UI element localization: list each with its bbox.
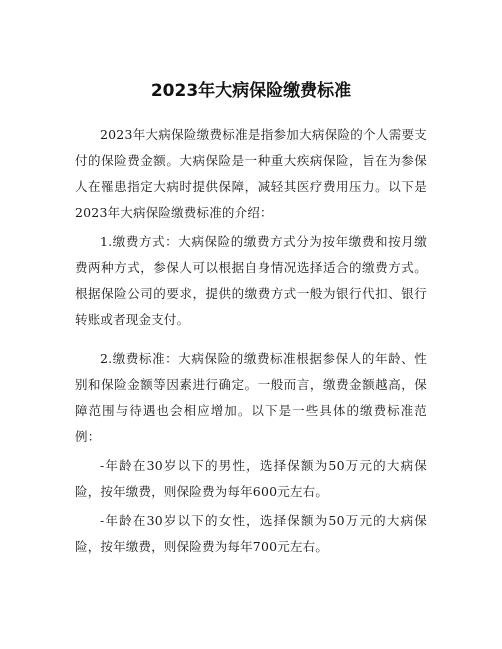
document-title: 2023年大病保险缴费标准 [150, 81, 352, 101]
paragraph-example-male: -年龄在30岁以下的男性，选择保额为50万元的大病保险，按年缴费，则保险费为每年600元左右。 [75, 458, 427, 499]
paragraph-payment-standard: 2.缴费标准：大病保险的缴费标准根据参保人的年龄、性别和保险金额等因素进行确定。一般而言，缴费金额越高，保障范围与待遇也会相应增加。以下是一些具体的缴费标准范例： [75, 351, 427, 444]
paragraph-intro: 2023年大病保险缴费标准是指参加大病保险的个人需要支付的保险费金额。大病保险是一种重大疾病保险，旨在为参保人在罹患指定大病时提供保障，减轻其医疗费用压力。以下是2023年大病保险缴费标准的介绍： [75, 127, 427, 220]
paragraph-example-female: -年龄在30岁以下的女性，选择保额为50万元的大病保险，按年缴费，则保险费为每年700元左右。 [75, 513, 427, 554]
paragraph-payment-method: 1.缴费方式：大病保险的缴费方式分为按年缴费和按月缴费两种方式，参保人可以根据自身情况选择适合的缴费方式。根据保险公司的要求，提供的缴费方式一般为银行代扣、银行转账或者现金支付。 [75, 234, 427, 327]
